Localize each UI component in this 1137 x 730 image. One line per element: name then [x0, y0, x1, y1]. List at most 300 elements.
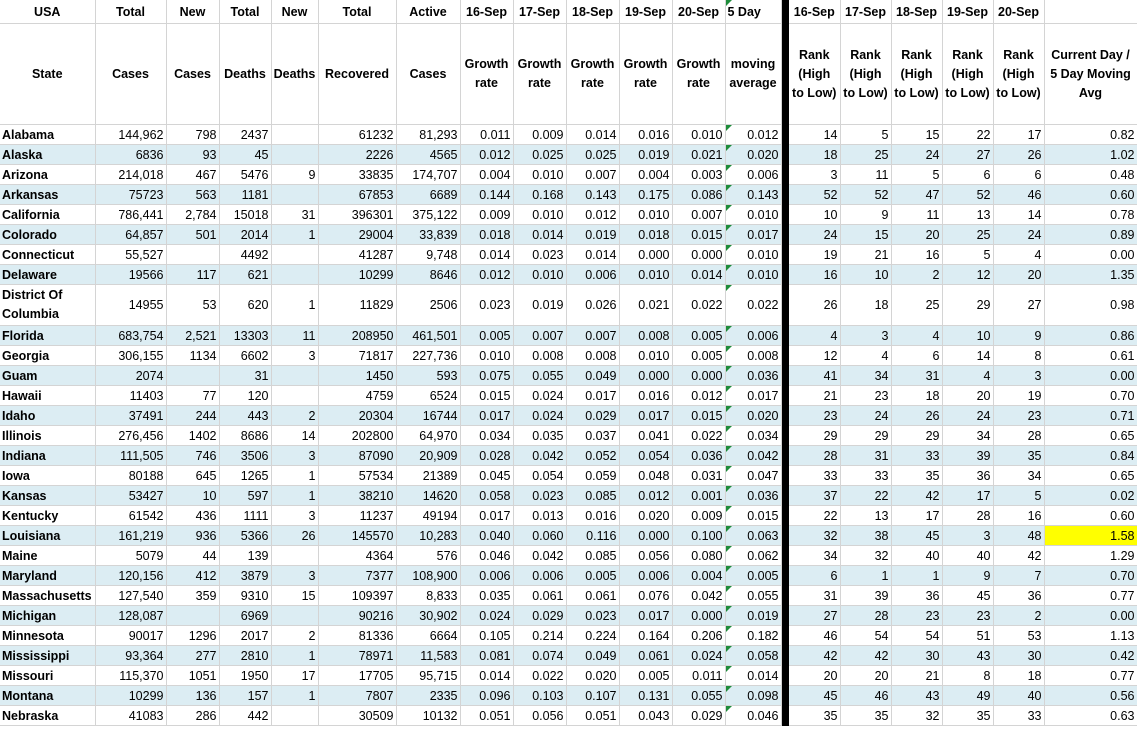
header-cell[interactable]: 18-Sep [891, 0, 942, 24]
rank-20-sep-cell[interactable]: 16 [993, 506, 1044, 526]
recovered-cell[interactable]: 4759 [318, 386, 396, 406]
growth-20-sep-cell[interactable]: 0.010 [672, 125, 725, 145]
recovered-cell[interactable]: 2226 [318, 145, 396, 165]
moving-average-cell[interactable]: 0.010 [725, 205, 781, 225]
state-name-cell[interactable]: District Of Columbia [0, 285, 95, 326]
growth-16-sep-cell[interactable]: 0.046 [460, 546, 513, 566]
active-cases-cell[interactable]: 10,283 [396, 526, 460, 546]
header-cell[interactable]: Total [219, 0, 271, 24]
growth-18-sep-cell[interactable]: 0.116 [566, 526, 619, 546]
recovered-cell[interactable]: 202800 [318, 426, 396, 446]
recovered-cell[interactable]: 33835 [318, 165, 396, 185]
moving-average-cell[interactable]: 0.006 [725, 326, 781, 346]
new-deaths-cell[interactable]: 17 [271, 666, 318, 686]
rank-17-sep-cell[interactable]: 38 [840, 526, 891, 546]
growth-18-sep-cell[interactable]: 0.005 [566, 566, 619, 586]
new-cases-cell[interactable]: 467 [166, 165, 219, 185]
new-cases-cell[interactable]: 1402 [166, 426, 219, 446]
moving-average-cell[interactable]: 0.034 [725, 426, 781, 446]
growth-19-sep-cell[interactable]: 0.018 [619, 225, 672, 245]
recovered-cell[interactable]: 396301 [318, 205, 396, 225]
growth-17-sep-cell[interactable]: 0.042 [513, 446, 566, 466]
rank-18-sep-cell[interactable]: 20 [891, 225, 942, 245]
current-to-avg-ratio-cell[interactable]: 0.98 [1044, 285, 1137, 326]
growth-20-sep-cell[interactable]: 0.001 [672, 486, 725, 506]
growth-18-sep-cell[interactable]: 0.007 [566, 326, 619, 346]
recovered-cell[interactable]: 7377 [318, 566, 396, 586]
rank-16-sep-cell[interactable]: 31 [789, 586, 840, 606]
total-cases-cell[interactable]: 128,087 [95, 606, 166, 626]
moving-average-cell[interactable]: 0.042 [725, 446, 781, 466]
total-cases-cell[interactable]: 306,155 [95, 346, 166, 366]
new-deaths-cell[interactable]: 2 [271, 626, 318, 646]
rank-20-sep-cell[interactable]: 17 [993, 125, 1044, 145]
recovered-cell[interactable]: 109397 [318, 586, 396, 606]
state-name-cell[interactable]: Connecticut [0, 245, 95, 265]
rank-19-sep-cell[interactable]: 14 [942, 346, 993, 366]
total-cases-cell[interactable]: 144,962 [95, 125, 166, 145]
total-deaths-cell[interactable]: 1111 [219, 506, 271, 526]
rank-17-sep-cell[interactable]: 54 [840, 626, 891, 646]
total-deaths-cell[interactable]: 443 [219, 406, 271, 426]
growth-20-sep-cell[interactable]: 0.100 [672, 526, 725, 546]
rank-16-sep-cell[interactable]: 22 [789, 506, 840, 526]
rank-16-sep-cell[interactable]: 52 [789, 185, 840, 205]
rank-17-sep-cell[interactable]: 23 [840, 386, 891, 406]
rank-19-sep-cell[interactable]: 17 [942, 486, 993, 506]
rank-17-sep-cell[interactable]: 24 [840, 406, 891, 426]
growth-17-sep-cell[interactable]: 0.054 [513, 466, 566, 486]
rank-17-sep-cell[interactable]: 25 [840, 145, 891, 165]
growth-19-sep-cell[interactable]: 0.005 [619, 666, 672, 686]
current-to-avg-ratio-cell[interactable]: 0.56 [1044, 686, 1137, 706]
rank-19-sep-cell[interactable]: 35 [942, 706, 993, 726]
state-name-cell[interactable]: Indiana [0, 446, 95, 466]
rank-20-sep-cell[interactable]: 27 [993, 285, 1044, 326]
current-to-avg-ratio-cell[interactable]: 0.78 [1044, 205, 1137, 225]
total-cases-cell[interactable]: 127,540 [95, 586, 166, 606]
total-cases-cell[interactable]: 6836 [95, 145, 166, 165]
rank-17-sep-cell[interactable]: 21 [840, 245, 891, 265]
growth-17-sep-cell[interactable]: 0.019 [513, 285, 566, 326]
rank-16-sep-cell[interactable]: 4 [789, 326, 840, 346]
total-deaths-cell[interactable]: 2014 [219, 225, 271, 245]
growth-19-sep-cell[interactable]: 0.131 [619, 686, 672, 706]
moving-average-cell[interactable]: 0.020 [725, 145, 781, 165]
current-to-avg-ratio-cell[interactable]: 0.77 [1044, 586, 1137, 606]
growth-20-sep-cell[interactable]: 0.011 [672, 666, 725, 686]
rank-16-sep-cell[interactable]: 21 [789, 386, 840, 406]
new-cases-cell[interactable] [166, 606, 219, 626]
growth-18-sep-cell[interactable]: 0.061 [566, 586, 619, 606]
state-name-cell[interactable]: Maine [0, 546, 95, 566]
moving-average-cell[interactable]: 0.046 [725, 706, 781, 726]
total-cases-cell[interactable]: 115,370 [95, 666, 166, 686]
growth-17-sep-cell[interactable]: 0.055 [513, 366, 566, 386]
moving-average-cell[interactable]: 0.020 [725, 406, 781, 426]
state-name-cell[interactable]: Colorado [0, 225, 95, 245]
rank-17-sep-cell[interactable]: 28 [840, 606, 891, 626]
total-deaths-cell[interactable]: 6602 [219, 346, 271, 366]
new-deaths-cell[interactable]: 31 [271, 205, 318, 225]
recovered-cell[interactable]: 61232 [318, 125, 396, 145]
new-deaths-cell[interactable]: 1 [271, 646, 318, 666]
rank-18-sep-cell[interactable]: 36 [891, 586, 942, 606]
growth-16-sep-cell[interactable]: 0.014 [460, 245, 513, 265]
rank-19-sep-cell[interactable]: 22 [942, 125, 993, 145]
total-cases-cell[interactable]: 93,364 [95, 646, 166, 666]
current-to-avg-ratio-cell[interactable]: 1.35 [1044, 265, 1137, 285]
growth-18-sep-cell[interactable]: 0.006 [566, 265, 619, 285]
header-cell[interactable]: Cases [396, 24, 460, 125]
header-cell[interactable]: Deaths [271, 24, 318, 125]
rank-16-sep-cell[interactable]: 3 [789, 165, 840, 185]
current-to-avg-ratio-cell[interactable]: 1.29 [1044, 546, 1137, 566]
rank-18-sep-cell[interactable]: 32 [891, 706, 942, 726]
growth-17-sep-cell[interactable]: 0.025 [513, 145, 566, 165]
header-cell[interactable]: Current Day / 5 Day Moving Avg [1044, 24, 1137, 125]
state-name-cell[interactable]: Missouri [0, 666, 95, 686]
rank-18-sep-cell[interactable]: 31 [891, 366, 942, 386]
total-deaths-cell[interactable]: 1265 [219, 466, 271, 486]
state-name-cell[interactable]: Mississippi [0, 646, 95, 666]
total-deaths-cell[interactable]: 31 [219, 366, 271, 386]
rank-20-sep-cell[interactable]: 40 [993, 686, 1044, 706]
new-deaths-cell[interactable]: 1 [271, 466, 318, 486]
growth-16-sep-cell[interactable]: 0.075 [460, 366, 513, 386]
total-cases-cell[interactable]: 37491 [95, 406, 166, 426]
total-deaths-cell[interactable]: 9310 [219, 586, 271, 606]
rank-17-sep-cell[interactable]: 29 [840, 426, 891, 446]
growth-17-sep-cell[interactable]: 0.024 [513, 406, 566, 426]
growth-18-sep-cell[interactable]: 0.016 [566, 506, 619, 526]
current-to-avg-ratio-cell[interactable]: 0.89 [1044, 225, 1137, 245]
total-deaths-cell[interactable]: 2017 [219, 626, 271, 646]
moving-average-cell[interactable]: 0.014 [725, 666, 781, 686]
rank-18-sep-cell[interactable]: 25 [891, 285, 942, 326]
moving-average-cell[interactable]: 0.008 [725, 346, 781, 366]
growth-16-sep-cell[interactable]: 0.045 [460, 466, 513, 486]
growth-18-sep-cell[interactable]: 0.020 [566, 666, 619, 686]
total-cases-cell[interactable]: 276,456 [95, 426, 166, 446]
new-cases-cell[interactable]: 44 [166, 546, 219, 566]
active-cases-cell[interactable]: 6689 [396, 185, 460, 205]
rank-18-sep-cell[interactable]: 18 [891, 386, 942, 406]
new-cases-cell[interactable]: 412 [166, 566, 219, 586]
recovered-cell[interactable]: 57534 [318, 466, 396, 486]
total-deaths-cell[interactable]: 1950 [219, 666, 271, 686]
new-cases-cell[interactable]: 798 [166, 125, 219, 145]
rank-19-sep-cell[interactable]: 29 [942, 285, 993, 326]
rank-17-sep-cell[interactable]: 3 [840, 326, 891, 346]
growth-16-sep-cell[interactable]: 0.009 [460, 205, 513, 225]
current-to-avg-ratio-cell[interactable]: 0.70 [1044, 386, 1137, 406]
growth-19-sep-cell[interactable]: 0.000 [619, 245, 672, 265]
growth-16-sep-cell[interactable]: 0.040 [460, 526, 513, 546]
moving-average-cell[interactable]: 0.010 [725, 245, 781, 265]
moving-average-cell[interactable]: 0.017 [725, 386, 781, 406]
new-deaths-cell[interactable]: 11 [271, 326, 318, 346]
total-cases-cell[interactable]: 120,156 [95, 566, 166, 586]
header-cell[interactable] [1044, 0, 1137, 24]
rank-19-sep-cell[interactable]: 23 [942, 606, 993, 626]
total-deaths-cell[interactable]: 3506 [219, 446, 271, 466]
header-cell[interactable]: Growth rate [513, 24, 566, 125]
growth-17-sep-cell[interactable]: 0.024 [513, 386, 566, 406]
active-cases-cell[interactable]: 16744 [396, 406, 460, 426]
new-deaths-cell[interactable] [271, 245, 318, 265]
rank-19-sep-cell[interactable]: 5 [942, 245, 993, 265]
growth-16-sep-cell[interactable]: 0.096 [460, 686, 513, 706]
moving-average-cell[interactable]: 0.036 [725, 486, 781, 506]
rank-18-sep-cell[interactable]: 6 [891, 346, 942, 366]
growth-20-sep-cell[interactable]: 0.206 [672, 626, 725, 646]
header-cell[interactable]: Growth rate [619, 24, 672, 125]
state-name-cell[interactable]: Massachusetts [0, 586, 95, 606]
active-cases-cell[interactable]: 375,122 [396, 205, 460, 225]
rank-19-sep-cell[interactable]: 4 [942, 366, 993, 386]
header-cell[interactable]: 16-Sep [460, 0, 513, 24]
rank-17-sep-cell[interactable]: 20 [840, 666, 891, 686]
rank-20-sep-cell[interactable]: 19 [993, 386, 1044, 406]
new-cases-cell[interactable]: 936 [166, 526, 219, 546]
growth-18-sep-cell[interactable]: 0.012 [566, 205, 619, 225]
rank-16-sep-cell[interactable]: 45 [789, 686, 840, 706]
state-name-cell[interactable]: Minnesota [0, 626, 95, 646]
active-cases-cell[interactable]: 10132 [396, 706, 460, 726]
new-cases-cell[interactable]: 136 [166, 686, 219, 706]
new-cases-cell[interactable]: 1134 [166, 346, 219, 366]
active-cases-cell[interactable]: 81,293 [396, 125, 460, 145]
new-deaths-cell[interactable] [271, 125, 318, 145]
header-cell[interactable]: Active [396, 0, 460, 24]
current-to-avg-ratio-cell[interactable]: 0.65 [1044, 426, 1137, 446]
header-cell[interactable]: New [166, 0, 219, 24]
active-cases-cell[interactable]: 95,715 [396, 666, 460, 686]
total-cases-cell[interactable]: 64,857 [95, 225, 166, 245]
rank-18-sep-cell[interactable]: 45 [891, 526, 942, 546]
rank-17-sep-cell[interactable]: 42 [840, 646, 891, 666]
header-cell[interactable]: Deaths [219, 24, 271, 125]
rank-17-sep-cell[interactable]: 4 [840, 346, 891, 366]
growth-17-sep-cell[interactable]: 0.013 [513, 506, 566, 526]
current-to-avg-ratio-cell[interactable]: 0.84 [1044, 446, 1137, 466]
current-to-avg-ratio-cell[interactable]: 0.71 [1044, 406, 1137, 426]
moving-average-cell[interactable]: 0.010 [725, 265, 781, 285]
new-deaths-cell[interactable]: 2 [271, 406, 318, 426]
active-cases-cell[interactable]: 227,736 [396, 346, 460, 366]
total-deaths-cell[interactable]: 2437 [219, 125, 271, 145]
growth-16-sep-cell[interactable]: 0.005 [460, 326, 513, 346]
state-name-cell[interactable]: Illinois [0, 426, 95, 446]
new-deaths-cell[interactable]: 3 [271, 346, 318, 366]
new-cases-cell[interactable]: 1296 [166, 626, 219, 646]
moving-average-cell[interactable]: 0.015 [725, 506, 781, 526]
growth-19-sep-cell[interactable]: 0.041 [619, 426, 672, 446]
growth-18-sep-cell[interactable]: 0.052 [566, 446, 619, 466]
growth-19-sep-cell[interactable]: 0.000 [619, 526, 672, 546]
growth-17-sep-cell[interactable]: 0.214 [513, 626, 566, 646]
growth-16-sep-cell[interactable]: 0.023 [460, 285, 513, 326]
new-cases-cell[interactable] [166, 245, 219, 265]
rank-16-sep-cell[interactable]: 12 [789, 346, 840, 366]
current-to-avg-ratio-cell[interactable]: 1.58 [1044, 526, 1137, 546]
total-cases-cell[interactable]: 41083 [95, 706, 166, 726]
growth-19-sep-cell[interactable]: 0.021 [619, 285, 672, 326]
header-cell[interactable]: Total [318, 0, 396, 24]
state-name-cell[interactable]: Alaska [0, 145, 95, 165]
state-name-cell[interactable]: Montana [0, 686, 95, 706]
recovered-cell[interactable]: 7807 [318, 686, 396, 706]
growth-16-sep-cell[interactable]: 0.011 [460, 125, 513, 145]
active-cases-cell[interactable]: 461,501 [396, 326, 460, 346]
state-name-cell[interactable]: Florida [0, 326, 95, 346]
rank-19-sep-cell[interactable]: 6 [942, 165, 993, 185]
growth-17-sep-cell[interactable]: 0.023 [513, 486, 566, 506]
active-cases-cell[interactable]: 6524 [396, 386, 460, 406]
rank-18-sep-cell[interactable]: 23 [891, 606, 942, 626]
growth-16-sep-cell[interactable]: 0.006 [460, 566, 513, 586]
recovered-cell[interactable]: 208950 [318, 326, 396, 346]
rank-18-sep-cell[interactable]: 2 [891, 265, 942, 285]
total-cases-cell[interactable]: 5079 [95, 546, 166, 566]
new-cases-cell[interactable]: 286 [166, 706, 219, 726]
new-deaths-cell[interactable]: 1 [271, 686, 318, 706]
current-to-avg-ratio-cell[interactable]: 0.00 [1044, 245, 1137, 265]
rank-16-sep-cell[interactable]: 42 [789, 646, 840, 666]
rank-20-sep-cell[interactable]: 8 [993, 346, 1044, 366]
growth-20-sep-cell[interactable]: 0.007 [672, 205, 725, 225]
rank-16-sep-cell[interactable]: 26 [789, 285, 840, 326]
rank-17-sep-cell[interactable]: 22 [840, 486, 891, 506]
growth-16-sep-cell[interactable]: 0.015 [460, 386, 513, 406]
total-cases-cell[interactable]: 214,018 [95, 165, 166, 185]
rank-18-sep-cell[interactable]: 47 [891, 185, 942, 205]
growth-17-sep-cell[interactable]: 0.010 [513, 165, 566, 185]
recovered-cell[interactable]: 81336 [318, 626, 396, 646]
header-cell[interactable]: 17-Sep [513, 0, 566, 24]
rank-16-sep-cell[interactable]: 6 [789, 566, 840, 586]
total-deaths-cell[interactable]: 6969 [219, 606, 271, 626]
growth-20-sep-cell[interactable]: 0.000 [672, 245, 725, 265]
growth-19-sep-cell[interactable]: 0.010 [619, 205, 672, 225]
growth-19-sep-cell[interactable]: 0.019 [619, 145, 672, 165]
new-cases-cell[interactable] [166, 366, 219, 386]
growth-20-sep-cell[interactable]: 0.022 [672, 285, 725, 326]
rank-20-sep-cell[interactable]: 36 [993, 586, 1044, 606]
growth-18-sep-cell[interactable]: 0.025 [566, 145, 619, 165]
active-cases-cell[interactable]: 2335 [396, 686, 460, 706]
rank-19-sep-cell[interactable]: 3 [942, 526, 993, 546]
growth-19-sep-cell[interactable]: 0.061 [619, 646, 672, 666]
new-cases-cell[interactable]: 93 [166, 145, 219, 165]
total-deaths-cell[interactable]: 2810 [219, 646, 271, 666]
growth-20-sep-cell[interactable]: 0.031 [672, 466, 725, 486]
growth-16-sep-cell[interactable]: 0.081 [460, 646, 513, 666]
moving-average-cell[interactable]: 0.047 [725, 466, 781, 486]
header-cell[interactable]: Rank (High to Low) [993, 24, 1044, 125]
active-cases-cell[interactable]: 49194 [396, 506, 460, 526]
growth-19-sep-cell[interactable]: 0.076 [619, 586, 672, 606]
rank-17-sep-cell[interactable]: 52 [840, 185, 891, 205]
total-deaths-cell[interactable]: 15018 [219, 205, 271, 225]
recovered-cell[interactable]: 87090 [318, 446, 396, 466]
new-cases-cell[interactable]: 359 [166, 586, 219, 606]
rank-17-sep-cell[interactable]: 11 [840, 165, 891, 185]
new-deaths-cell[interactable]: 14 [271, 426, 318, 446]
state-name-cell[interactable]: Georgia [0, 346, 95, 366]
state-name-cell[interactable]: Kansas [0, 486, 95, 506]
growth-20-sep-cell[interactable]: 0.015 [672, 225, 725, 245]
active-cases-cell[interactable]: 14620 [396, 486, 460, 506]
current-to-avg-ratio-cell[interactable]: 0.63 [1044, 706, 1137, 726]
rank-17-sep-cell[interactable]: 33 [840, 466, 891, 486]
recovered-cell[interactable]: 30509 [318, 706, 396, 726]
growth-16-sep-cell[interactable]: 0.035 [460, 586, 513, 606]
rank-16-sep-cell[interactable]: 32 [789, 526, 840, 546]
new-cases-cell[interactable]: 1051 [166, 666, 219, 686]
rank-18-sep-cell[interactable]: 11 [891, 205, 942, 225]
rank-18-sep-cell[interactable]: 42 [891, 486, 942, 506]
new-deaths-cell[interactable]: 1 [271, 486, 318, 506]
new-deaths-cell[interactable]: 26 [271, 526, 318, 546]
new-deaths-cell[interactable] [271, 606, 318, 626]
growth-17-sep-cell[interactable]: 0.007 [513, 326, 566, 346]
growth-20-sep-cell[interactable]: 0.042 [672, 586, 725, 606]
rank-16-sep-cell[interactable]: 37 [789, 486, 840, 506]
total-deaths-cell[interactable]: 5366 [219, 526, 271, 546]
rank-20-sep-cell[interactable]: 23 [993, 406, 1044, 426]
new-deaths-cell[interactable] [271, 145, 318, 165]
total-cases-cell[interactable]: 75723 [95, 185, 166, 205]
header-cell[interactable]: Total [95, 0, 166, 24]
new-cases-cell[interactable]: 436 [166, 506, 219, 526]
active-cases-cell[interactable]: 174,707 [396, 165, 460, 185]
growth-16-sep-cell[interactable]: 0.004 [460, 165, 513, 185]
moving-average-cell[interactable]: 0.143 [725, 185, 781, 205]
new-cases-cell[interactable]: 10 [166, 486, 219, 506]
moving-average-cell[interactable]: 0.182 [725, 626, 781, 646]
recovered-cell[interactable]: 20304 [318, 406, 396, 426]
new-cases-cell[interactable]: 746 [166, 446, 219, 466]
rank-18-sep-cell[interactable]: 1 [891, 566, 942, 586]
rank-20-sep-cell[interactable]: 28 [993, 426, 1044, 446]
rank-18-sep-cell[interactable]: 15 [891, 125, 942, 145]
total-deaths-cell[interactable]: 442 [219, 706, 271, 726]
growth-17-sep-cell[interactable]: 0.056 [513, 706, 566, 726]
growth-16-sep-cell[interactable]: 0.012 [460, 145, 513, 165]
growth-18-sep-cell[interactable]: 0.029 [566, 406, 619, 426]
new-deaths-cell[interactable]: 15 [271, 586, 318, 606]
header-cell[interactable]: 20-Sep [672, 0, 725, 24]
total-deaths-cell[interactable]: 597 [219, 486, 271, 506]
growth-19-sep-cell[interactable]: 0.048 [619, 466, 672, 486]
growth-19-sep-cell[interactable]: 0.164 [619, 626, 672, 646]
growth-16-sep-cell[interactable]: 0.010 [460, 346, 513, 366]
recovered-cell[interactable]: 4364 [318, 546, 396, 566]
active-cases-cell[interactable]: 64,970 [396, 426, 460, 446]
growth-17-sep-cell[interactable]: 0.168 [513, 185, 566, 205]
rank-18-sep-cell[interactable]: 33 [891, 446, 942, 466]
moving-average-cell[interactable]: 0.019 [725, 606, 781, 626]
state-name-cell[interactable]: Louisiana [0, 526, 95, 546]
growth-19-sep-cell[interactable]: 0.000 [619, 366, 672, 386]
rank-19-sep-cell[interactable]: 25 [942, 225, 993, 245]
total-deaths-cell[interactable]: 8686 [219, 426, 271, 446]
rank-20-sep-cell[interactable]: 34 [993, 466, 1044, 486]
rank-20-sep-cell[interactable]: 26 [993, 145, 1044, 165]
growth-20-sep-cell[interactable]: 0.015 [672, 406, 725, 426]
